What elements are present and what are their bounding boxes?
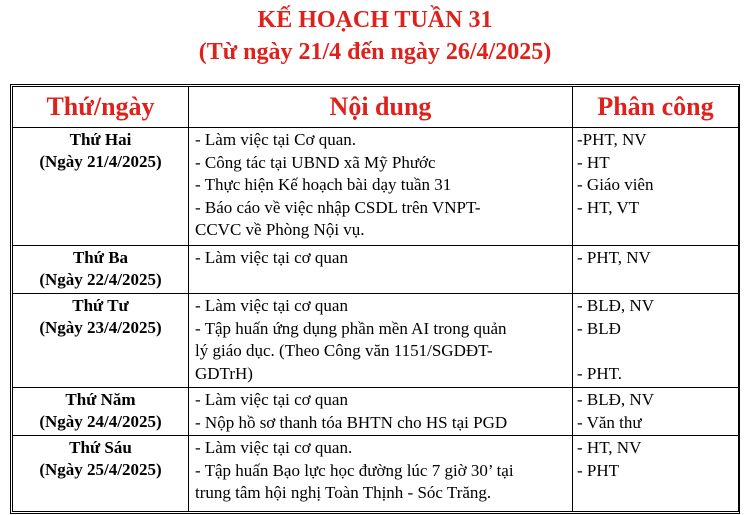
assign-cell	[573, 246, 739, 294]
content-cell	[189, 436, 573, 512]
content-line: - Làm việc tại cơ quan	[195, 296, 348, 315]
assign-line: - HT, NV	[577, 438, 642, 457]
content-line: - Thực hiện Kế hoạch bài dạy tuần 31	[195, 175, 452, 194]
content-line: - Tập huấn ứng dụng phần mền AI trong quản	[195, 318, 507, 338]
assign-line: - PHT, NV	[577, 248, 651, 267]
content-line: - Làm việc tại cơ quan	[195, 390, 348, 409]
table-row	[13, 294, 739, 388]
assign-line: - PHT.	[577, 363, 623, 383]
assign-line: -PHT, NV	[577, 130, 647, 149]
content-line: - Báo cáo về việc nhập CSDL trên VNPT-	[195, 197, 481, 217]
day-cell	[13, 246, 189, 294]
content-line: CCVC về Phòng Nội vụ.	[195, 220, 365, 239]
content-cell	[189, 128, 573, 246]
day-name: Thứ Sáu	[69, 438, 132, 457]
assign-cell	[573, 388, 739, 436]
table-row	[13, 128, 739, 246]
schedule-table	[12, 86, 739, 512]
content-line: - Làm việc tại cơ quan	[195, 248, 348, 267]
content-line: lý giáo dục. (Theo Công văn 1151/SGDĐT-	[195, 341, 493, 360]
day-cell	[13, 294, 189, 388]
assign-cell	[573, 436, 739, 512]
assign-line: - BLĐ, NV	[577, 390, 654, 409]
content-cell	[189, 246, 573, 294]
assign-line: - PHT	[577, 460, 620, 480]
content-line: - Làm việc tại cơ quan.	[195, 438, 353, 457]
assign-line: - HT, VT	[577, 197, 640, 217]
day-name: Thứ Ba	[72, 248, 129, 267]
header-content: Nội dung	[189, 87, 573, 128]
table-row	[13, 246, 739, 294]
day-date: (Ngày 21/4/2025)	[39, 152, 162, 171]
content-line: - Công tác tại UBND xã Mỹ Phước	[195, 152, 436, 172]
assign-line: - BLĐ	[577, 318, 621, 338]
day-cell	[13, 128, 189, 246]
page-subtitle: (Từ ngày 21/4 đến ngày 26/4/2025)	[198, 39, 552, 65]
assign-cell	[573, 294, 739, 388]
day-name: Thứ Năm	[65, 390, 136, 409]
table-row	[13, 388, 739, 436]
content-line: - Nộp hồ sơ thanh tóa BHTN cho HS tại PGD	[195, 412, 508, 432]
assign-line: - HT	[577, 152, 610, 172]
table-row	[13, 436, 739, 512]
day-date: (Ngày 24/4/2025)	[39, 412, 162, 431]
content-cell	[189, 388, 573, 436]
header-day: Thứ/ngày	[13, 87, 189, 128]
content-cell	[189, 294, 573, 388]
content-line: - Tập huấn Bạo lực học đường lúc 7 giờ 30’ tại	[195, 460, 514, 480]
assign-line: - Văn thư	[577, 412, 642, 432]
day-date: (Ngày 23/4/2025)	[39, 318, 162, 337]
assign-line: - Giáo viên	[577, 175, 654, 194]
day-date: (Ngày 25/4/2025)	[39, 460, 162, 479]
day-name: Thứ Tư	[72, 296, 129, 315]
day-cell	[13, 436, 189, 512]
content-line: GDTrH)	[195, 363, 253, 383]
day-cell	[13, 388, 189, 436]
day-name: Thứ Hai	[69, 130, 132, 149]
assign-cell	[573, 128, 739, 246]
day-date: (Ngày 22/4/2025)	[39, 270, 162, 289]
content-line: trung tâm hội nghị Toàn Thịnh - Sóc Trăng.	[195, 483, 492, 502]
header-row	[13, 87, 739, 128]
assign-line: - BLĐ, NV	[577, 296, 654, 315]
content-line: - Làm việc tại Cơ quan.	[195, 130, 356, 149]
assign-line	[577, 340, 738, 363]
page-title: KẾ HOẠCH TUẦN 31	[257, 7, 493, 33]
header-assign: Phân công	[573, 87, 739, 128]
